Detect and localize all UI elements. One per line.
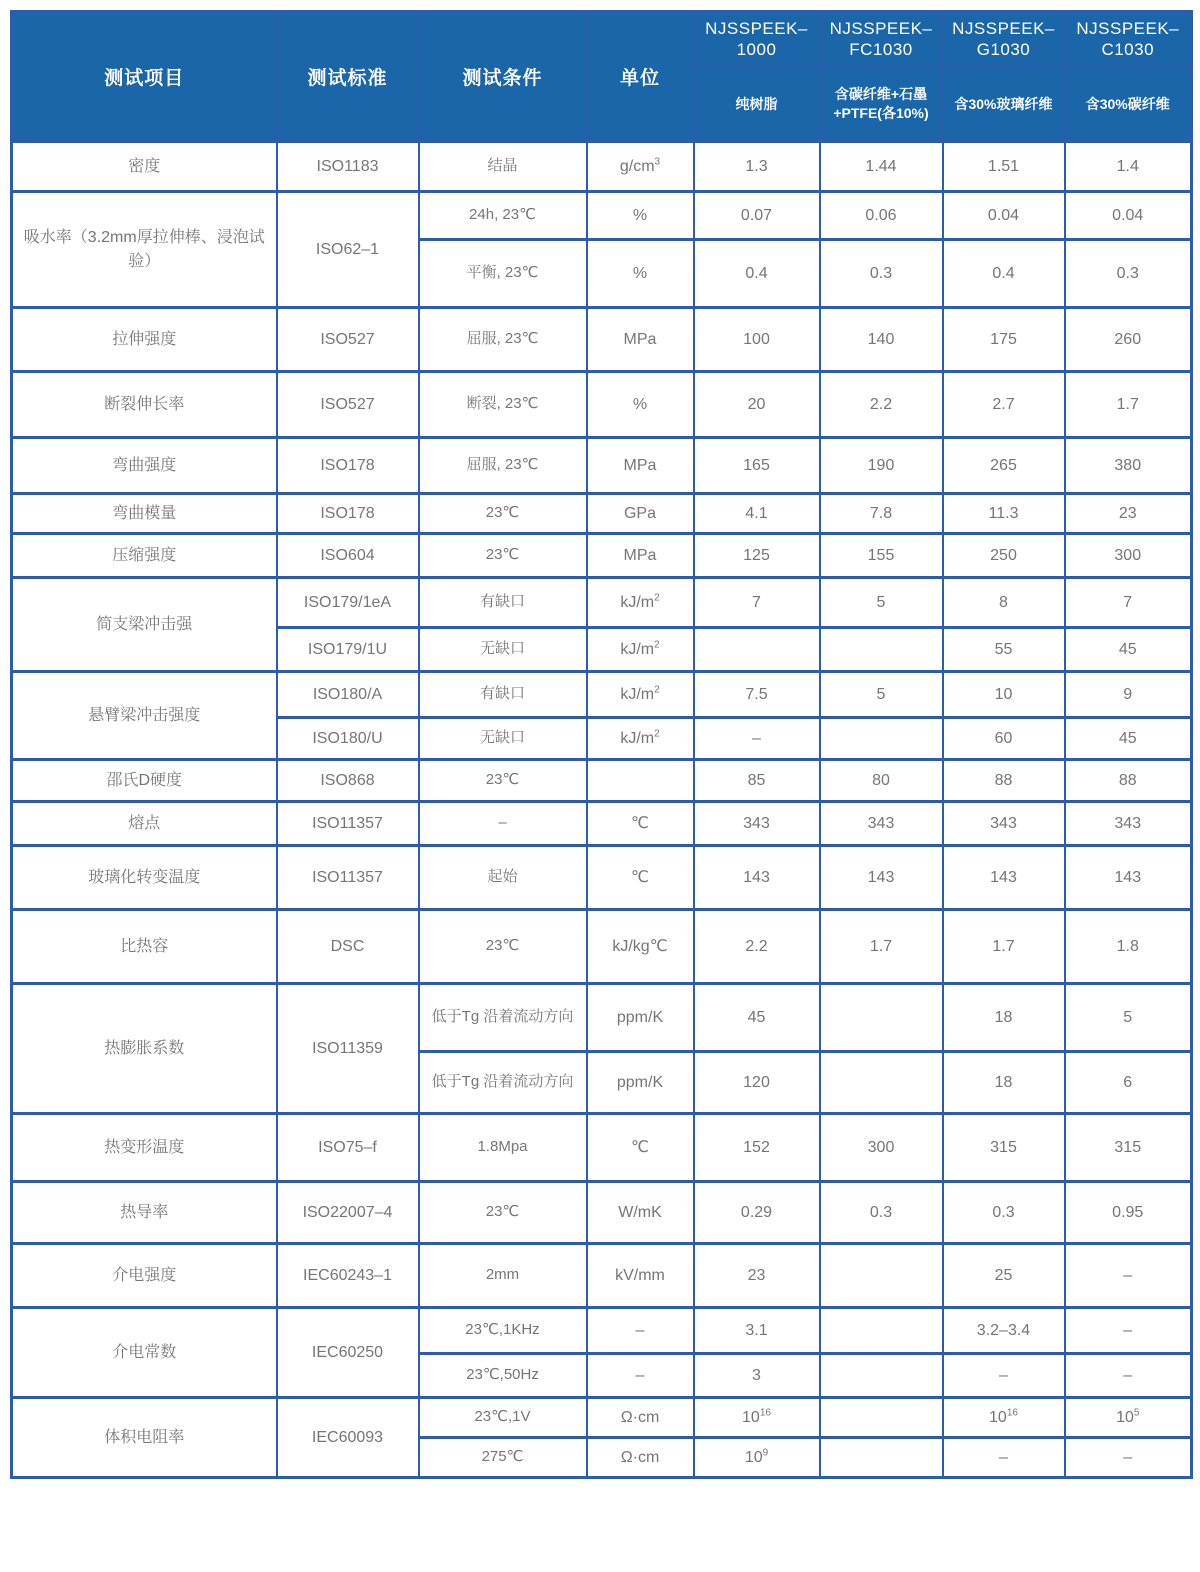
value-cell: 143 xyxy=(943,846,1065,910)
value-cell: 1.3 xyxy=(694,142,820,192)
value-cell: $10^{16}$ xyxy=(694,1398,820,1438)
value-cell xyxy=(820,1308,943,1354)
test-standard-cell: ISO11357 xyxy=(277,802,419,846)
value-cell: 2.2 xyxy=(694,910,820,984)
value-cell: 5 xyxy=(820,672,943,718)
test-item-cell: 拉伸强度 xyxy=(12,308,277,372)
material-properties-table xyxy=(10,10,1193,1479)
test-item-cell: 介电强度 xyxy=(12,1244,277,1308)
table-row xyxy=(12,1182,1192,1244)
value-cell: – xyxy=(1065,1438,1192,1478)
test-standard-cell: ISO180/U xyxy=(277,718,419,760)
value-cell: 100 xyxy=(694,308,820,372)
value-cell: 23 xyxy=(694,1244,820,1308)
product-name-header: NJSSPEEK–G1030 xyxy=(943,12,1065,67)
test-item-cell: 体积电阻率 xyxy=(12,1398,277,1478)
test-condition-cell: 低于Tg 沿着流动方向 xyxy=(419,1052,587,1114)
test-standard-cell: ISO179/1U xyxy=(277,628,419,672)
value-cell: 0.3 xyxy=(820,240,943,308)
value-cell: 0.3 xyxy=(820,1182,943,1244)
value-cell: 5 xyxy=(1065,984,1192,1052)
value-cell: 265 xyxy=(943,438,1065,494)
value-cell: 10 xyxy=(943,672,1065,718)
value-cell: 55 xyxy=(943,628,1065,672)
test-condition-cell: 低于Tg 沿着流动方向 xyxy=(419,984,587,1052)
test-standard-cell: ISO22007–4 xyxy=(277,1182,419,1244)
value-cell: 380 xyxy=(1065,438,1192,494)
unit-cell: ℃ xyxy=(587,846,694,910)
table-row xyxy=(12,494,1192,534)
value-cell: – xyxy=(1065,1244,1192,1308)
test-standard-cell: ISO604 xyxy=(277,534,419,578)
value-cell: 7 xyxy=(694,578,820,628)
test-item-cell: 热变形温度 xyxy=(12,1114,277,1182)
value-cell: 88 xyxy=(943,760,1065,802)
value-cell xyxy=(820,1244,943,1308)
test-item-cell: 热膨胀系数 xyxy=(12,984,277,1114)
table-row xyxy=(12,438,1192,494)
test-condition-cell: 24h, 23℃ xyxy=(419,192,587,240)
value-cell: 343 xyxy=(820,802,943,846)
test-item-cell: 比热容 xyxy=(12,910,277,984)
unit-cell: ℃ xyxy=(587,1114,694,1182)
value-cell: 0.06 xyxy=(820,192,943,240)
test-standard-cell: ISO179/1eA xyxy=(277,578,419,628)
value-cell: 1.7 xyxy=(943,910,1065,984)
test-condition-cell: 屈服, 23℃ xyxy=(419,438,587,494)
unit-cell: $g/cm^3$ xyxy=(587,142,694,192)
value-cell: 1.44 xyxy=(820,142,943,192)
unit-cell: ppm/K xyxy=(587,984,694,1052)
unit-cell: ℃ xyxy=(587,802,694,846)
test-condition-cell: 1.8Mpa xyxy=(419,1114,587,1182)
value-cell: 85 xyxy=(694,760,820,802)
value-cell xyxy=(820,1438,943,1478)
value-cell: 7.8 xyxy=(820,494,943,534)
test-standard-cell: ISO1183 xyxy=(277,142,419,192)
test-standard-cell: IEC60243–1 xyxy=(277,1244,419,1308)
value-cell: 9 xyxy=(1065,672,1192,718)
value-cell: 0.04 xyxy=(1065,192,1192,240)
value-cell: – xyxy=(1065,1308,1192,1354)
value-cell: 3.1 xyxy=(694,1308,820,1354)
value-cell: 260 xyxy=(1065,308,1192,372)
superscript: 2 xyxy=(654,684,660,696)
unit-cell: % xyxy=(587,372,694,438)
value-cell: 175 xyxy=(943,308,1065,372)
value-cell: $10^9$ xyxy=(694,1438,820,1478)
col-header-unit: 单位 xyxy=(587,12,694,142)
unit-cell: Ω·cm xyxy=(587,1438,694,1478)
unit-cell: W/mK xyxy=(587,1182,694,1244)
value-cell: $10^{16}$ xyxy=(943,1398,1065,1438)
table-row xyxy=(12,192,1192,240)
superscript: 5 xyxy=(1133,1407,1140,1419)
value-cell xyxy=(694,628,820,672)
value-cell: – xyxy=(1065,1354,1192,1398)
value-cell: 45 xyxy=(694,984,820,1052)
test-condition-cell: 断裂, 23℃ xyxy=(419,372,587,438)
unit-cell xyxy=(587,760,694,802)
value-cell: 155 xyxy=(820,534,943,578)
unit-cell: $kJ/m^2$ xyxy=(587,672,694,718)
value-cell: 23 xyxy=(1065,494,1192,534)
table-row xyxy=(12,142,1192,192)
value-cell: 1.7 xyxy=(820,910,943,984)
product-description-header: 含30%玻璃纤维 xyxy=(943,67,1065,142)
superscript: 3 xyxy=(654,156,661,168)
test-item-cell: 密度 xyxy=(12,142,277,192)
value-cell: 300 xyxy=(1065,534,1192,578)
value-cell: 250 xyxy=(943,534,1065,578)
test-condition-cell: 有缺口 xyxy=(419,672,587,718)
unit-cell: GPa xyxy=(587,494,694,534)
value-cell: 1.7 xyxy=(1065,372,1192,438)
value-cell: 88 xyxy=(1065,760,1192,802)
value-cell: 1.8 xyxy=(1065,910,1192,984)
table-row xyxy=(12,1244,1192,1308)
test-standard-cell: ISO180/A xyxy=(277,672,419,718)
table-row xyxy=(12,760,1192,802)
superscript: 16 xyxy=(1006,1407,1018,1419)
value-cell: 18 xyxy=(943,1052,1065,1114)
superscript: 2 xyxy=(654,592,660,604)
test-condition-cell: 23℃,1V xyxy=(419,1398,587,1438)
table-row xyxy=(12,308,1192,372)
test-condition-cell: 屈服, 23℃ xyxy=(419,308,587,372)
test-item-cell: 断裂伸长率 xyxy=(12,372,277,438)
value-cell: 125 xyxy=(694,534,820,578)
value-cell: 140 xyxy=(820,308,943,372)
test-standard-cell: ISO868 xyxy=(277,760,419,802)
value-cell: 0.4 xyxy=(694,240,820,308)
unit-cell: ppm/K xyxy=(587,1052,694,1114)
test-standard-cell: ISO62–1 xyxy=(277,192,419,308)
table-row xyxy=(12,910,1192,984)
table-row xyxy=(12,1398,1192,1438)
table-row xyxy=(12,984,1192,1052)
value-cell: 2.2 xyxy=(820,372,943,438)
test-item-cell: 热导率 xyxy=(12,1182,277,1244)
test-item-cell: 玻璃化转变温度 xyxy=(12,846,277,910)
value-cell: 4.1 xyxy=(694,494,820,534)
value-cell: 6 xyxy=(1065,1052,1192,1114)
test-standard-cell: ISO178 xyxy=(277,438,419,494)
value-cell: 7.5 xyxy=(694,672,820,718)
value-cell: 300 xyxy=(820,1114,943,1182)
value-cell: 3 xyxy=(694,1354,820,1398)
value-cell: 343 xyxy=(943,802,1065,846)
test-item-cell: 弯曲模量 xyxy=(12,494,277,534)
value-cell: 315 xyxy=(1065,1114,1192,1182)
unit-cell: kV/mm xyxy=(587,1244,694,1308)
value-cell: 11.3 xyxy=(943,494,1065,534)
test-condition-cell: 无缺口 xyxy=(419,628,587,672)
unit-cell: $kJ/m^2$ xyxy=(587,718,694,760)
table-row xyxy=(12,578,1192,628)
value-cell xyxy=(820,718,943,760)
unit-cell: $kJ/m^2$ xyxy=(587,578,694,628)
unit-cell: kJ/kg℃ xyxy=(587,910,694,984)
value-cell: 0.95 xyxy=(1065,1182,1192,1244)
value-cell: 18 xyxy=(943,984,1065,1052)
table-row xyxy=(12,1308,1192,1354)
test-item-cell: 简支梁冲击强 xyxy=(12,578,277,672)
test-condition-cell: 23℃ xyxy=(419,1182,587,1244)
value-cell: 0.04 xyxy=(943,192,1065,240)
superscript: 2 xyxy=(654,728,660,740)
unit-cell: Ω·cm xyxy=(587,1398,694,1438)
value-cell: – xyxy=(943,1438,1065,1478)
test-standard-cell: IEC60093 xyxy=(277,1398,419,1478)
test-condition-cell: 23℃,1KHz xyxy=(419,1308,587,1354)
value-cell: 0.4 xyxy=(943,240,1065,308)
product-name-header: NJSSPEEK–1000 xyxy=(694,12,820,67)
test-item-cell: 弯曲强度 xyxy=(12,438,277,494)
value-cell: 7 xyxy=(1065,578,1192,628)
value-cell: 143 xyxy=(694,846,820,910)
value-cell: 165 xyxy=(694,438,820,494)
test-standard-cell: DSC xyxy=(277,910,419,984)
test-condition-cell: – xyxy=(419,802,587,846)
product-description-header: 纯树脂 xyxy=(694,67,820,142)
col-header-test-standard: 测试标准 xyxy=(277,12,419,142)
unit-cell: – xyxy=(587,1308,694,1354)
test-item-cell: 悬臂梁冲击强度 xyxy=(12,672,277,760)
value-cell: 152 xyxy=(694,1114,820,1182)
test-standard-cell: ISO75–f xyxy=(277,1114,419,1182)
value-cell: 60 xyxy=(943,718,1065,760)
product-description-header: 含碳纤维+石墨+PTFE(各10%) xyxy=(820,67,943,142)
value-cell: – xyxy=(943,1354,1065,1398)
unit-cell: MPa xyxy=(587,308,694,372)
value-cell: 0.3 xyxy=(943,1182,1065,1244)
test-standard-cell: ISO11359 xyxy=(277,984,419,1114)
test-item-cell: 熔点 xyxy=(12,802,277,846)
table-body xyxy=(12,142,1192,1478)
product-name-header: NJSSPEEK–FC1030 xyxy=(820,12,943,67)
table-row xyxy=(12,802,1192,846)
value-cell: 25 xyxy=(943,1244,1065,1308)
value-cell xyxy=(820,984,943,1052)
value-cell: 0.3 xyxy=(1065,240,1192,308)
table-row xyxy=(12,372,1192,438)
test-standard-cell: ISO527 xyxy=(277,308,419,372)
value-cell: $10^5$ xyxy=(1065,1398,1192,1438)
value-cell: 45 xyxy=(1065,628,1192,672)
value-cell: 80 xyxy=(820,760,943,802)
test-condition-cell: 平衡, 23℃ xyxy=(419,240,587,308)
value-cell: 343 xyxy=(694,802,820,846)
test-condition-cell: 结晶 xyxy=(419,142,587,192)
test-condition-cell: 起始 xyxy=(419,846,587,910)
value-cell: 1.4 xyxy=(1065,142,1192,192)
value-cell xyxy=(820,1354,943,1398)
unit-cell: $kJ/m^2$ xyxy=(587,628,694,672)
unit-cell: % xyxy=(587,192,694,240)
test-condition-cell: 有缺口 xyxy=(419,578,587,628)
test-condition-cell: 无缺口 xyxy=(419,718,587,760)
value-cell: 20 xyxy=(694,372,820,438)
test-condition-cell: 23℃ xyxy=(419,534,587,578)
table-header xyxy=(12,12,1192,142)
test-standard-cell: ISO178 xyxy=(277,494,419,534)
table-row xyxy=(12,534,1192,578)
value-cell: 0.29 xyxy=(694,1182,820,1244)
test-item-cell: 介电常数 xyxy=(12,1308,277,1398)
test-condition-cell: 23℃,50Hz xyxy=(419,1354,587,1398)
test-condition-cell: 23℃ xyxy=(419,910,587,984)
value-cell: 5 xyxy=(820,578,943,628)
unit-cell: % xyxy=(587,240,694,308)
test-item-cell: 压缩强度 xyxy=(12,534,277,578)
value-cell: 143 xyxy=(1065,846,1192,910)
product-name-header: NJSSPEEK–C1030 xyxy=(1065,12,1192,67)
product-description-header: 含30%碳纤维 xyxy=(1065,67,1192,142)
test-condition-cell: 2mm xyxy=(419,1244,587,1308)
value-cell: 0.07 xyxy=(694,192,820,240)
value-cell: 2.7 xyxy=(943,372,1065,438)
unit-cell: MPa xyxy=(587,534,694,578)
value-cell: 3.2–3.4 xyxy=(943,1308,1065,1354)
test-condition-cell: 23℃ xyxy=(419,494,587,534)
unit-cell: MPa xyxy=(587,438,694,494)
table-row xyxy=(12,1114,1192,1182)
value-cell: 315 xyxy=(943,1114,1065,1182)
value-cell xyxy=(820,1398,943,1438)
test-standard-cell: ISO11357 xyxy=(277,846,419,910)
table-row xyxy=(12,672,1192,718)
value-cell: 8 xyxy=(943,578,1065,628)
superscript: 2 xyxy=(654,639,660,651)
test-condition-cell: 23℃ xyxy=(419,760,587,802)
test-standard-cell: IEC60250 xyxy=(277,1308,419,1398)
test-item-cell: 吸水率（3.2mm厚拉伸棒、浸泡试验） xyxy=(12,192,277,308)
unit-cell: – xyxy=(587,1354,694,1398)
col-header-test-condition: 测试条件 xyxy=(419,12,587,142)
value-cell: 343 xyxy=(1065,802,1192,846)
value-cell: 45 xyxy=(1065,718,1192,760)
value-cell: 1.51 xyxy=(943,142,1065,192)
test-condition-cell: 275℃ xyxy=(419,1438,587,1478)
test-standard-cell: ISO527 xyxy=(277,372,419,438)
value-cell: – xyxy=(694,718,820,760)
value-cell: 190 xyxy=(820,438,943,494)
superscript: 9 xyxy=(762,1447,769,1459)
superscript: 16 xyxy=(759,1407,771,1419)
col-header-test-item: 测试项目 xyxy=(12,12,277,142)
test-item-cell: 邵氏D硬度 xyxy=(12,760,277,802)
value-cell: 143 xyxy=(820,846,943,910)
value-cell: 120 xyxy=(694,1052,820,1114)
value-cell xyxy=(820,1052,943,1114)
table-row xyxy=(12,846,1192,910)
value-cell xyxy=(820,628,943,672)
